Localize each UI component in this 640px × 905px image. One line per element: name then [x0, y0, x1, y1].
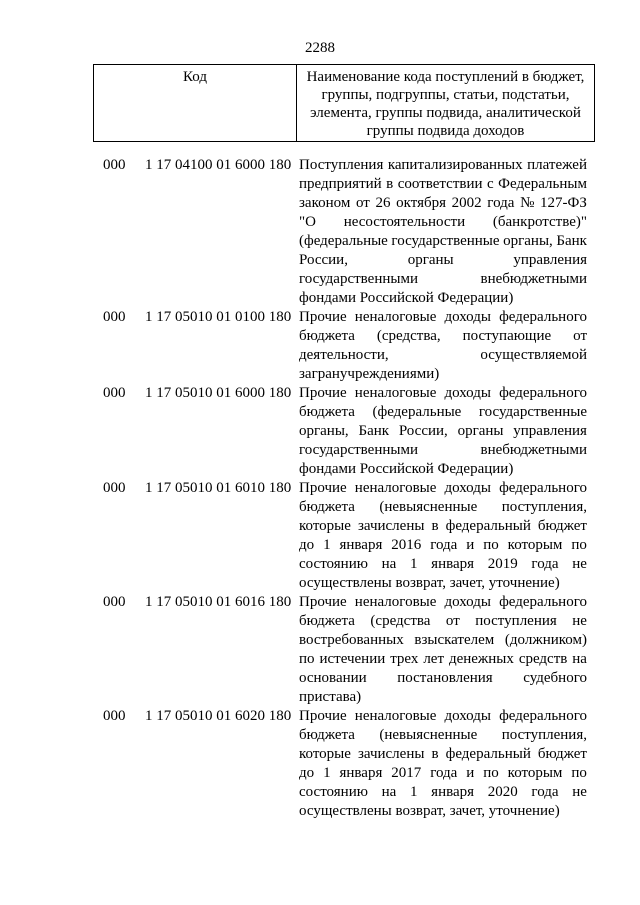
income-code-description	[299, 479, 587, 593]
header-name-line: группы, подгруппы, статьи, подстатьи,	[321, 87, 570, 103]
admin-code: 000	[103, 309, 126, 325]
description-line: бюджета (невыясненные поступления,	[299, 499, 587, 515]
income-code-description	[299, 384, 587, 479]
header-name-line: группы подвида доходов	[366, 123, 525, 139]
table-header	[93, 64, 595, 142]
description-line: деятельности, осуществляемой	[299, 347, 587, 363]
description-line: по истечении трех лет денежных средств на	[299, 651, 587, 667]
admin-code: 000	[103, 385, 126, 401]
header-name-line: элемента, группы подвида, аналитической	[310, 105, 581, 121]
table-row	[0, 707, 640, 821]
income-code-description	[299, 593, 587, 707]
description-line: Прочие неналоговые доходы федерального	[299, 309, 587, 325]
page-number: 2288	[305, 40, 335, 56]
description-line: Прочие неналоговые доходы федерального	[299, 708, 587, 724]
description-line: Прочие неналоговые доходы федерального	[299, 480, 587, 496]
header-name-column	[297, 65, 594, 141]
description-line: предприятий в соответствии с Федеральным	[299, 176, 587, 192]
income-classification-code: 1 17 05010 01 6020 180	[145, 708, 292, 724]
header-name-line: Наименование кода поступлений в бюджет,	[306, 69, 585, 85]
description-line: бюджета (средства, поступающие от	[299, 328, 587, 344]
description-line: "О несостоятельности (банкротстве)"	[299, 214, 587, 230]
description-line: бюджета (федеральные государственные	[299, 404, 587, 420]
description-line: бюджета (невыясненные поступления,	[299, 727, 587, 743]
description-line: органы, Банк России, органы управления	[299, 423, 587, 439]
income-classification-code: 1 17 05010 01 6010 180	[145, 480, 292, 496]
description-line: (федеральные государственные органы, Банк	[299, 233, 587, 249]
header-code-column: Код	[94, 65, 297, 141]
income-code-description	[299, 707, 587, 821]
admin-code: 000	[103, 708, 126, 724]
description-line: Поступления капитализированных платежей	[299, 157, 587, 173]
description-line: состоянию на 1 января 2019 года не	[299, 556, 587, 572]
description-line: Прочие неналоговые доходы федерального	[299, 594, 587, 610]
income-code-description	[299, 156, 587, 308]
table-row	[0, 479, 640, 593]
table-row	[0, 593, 640, 707]
income-classification-code: 1 17 04100 01 6000 180	[145, 157, 292, 173]
description-line: состоянию на 1 января 2020 года не	[299, 784, 587, 800]
description-line: фондами Российской Федерации)	[299, 290, 514, 306]
description-line: государственными внебюджетными	[299, 442, 587, 458]
description-line: осуществлены возврат, зачет, уточнение)	[299, 803, 560, 819]
description-line: пристава)	[299, 689, 362, 705]
description-line: востребованных взыскателем (должником)	[299, 632, 587, 648]
table-row	[0, 156, 640, 308]
description-line: фондами Российской Федерации)	[299, 461, 514, 477]
description-line: которые зачислены в федеральный бюджет	[299, 746, 587, 762]
description-line: Прочие неналоговые доходы федерального	[299, 385, 587, 401]
description-line: которые зачислены в федеральный бюджет	[299, 518, 587, 534]
admin-code: 000	[103, 157, 126, 173]
description-line: государственными внебюджетными	[299, 271, 587, 287]
table-row	[0, 308, 640, 384]
income-classification-code: 1 17 05010 01 6016 180	[145, 594, 292, 610]
description-line: загранучреждениями)	[299, 366, 440, 382]
income-code-list	[0, 156, 640, 821]
admin-code: 000	[103, 480, 126, 496]
admin-code: 000	[103, 594, 126, 610]
description-line: России, органы управления	[299, 252, 587, 268]
description-line: до 1 января 2016 года и по которым по	[299, 537, 587, 553]
description-line: до 1 января 2017 года и по которым по	[299, 765, 587, 781]
income-classification-code: 1 17 05010 01 0100 180	[145, 309, 292, 325]
table-row	[0, 384, 640, 479]
income-classification-code: 1 17 05010 01 6000 180	[145, 385, 292, 401]
income-code-description	[299, 308, 587, 384]
description-line: основании постановления судебного	[299, 670, 587, 686]
description-line: бюджета (средства от поступления не	[299, 613, 587, 629]
description-line: осуществлены возврат, зачет, уточнение)	[299, 575, 560, 591]
description-line: законом от 26 октября 2002 года № 127-ФЗ	[299, 195, 587, 211]
